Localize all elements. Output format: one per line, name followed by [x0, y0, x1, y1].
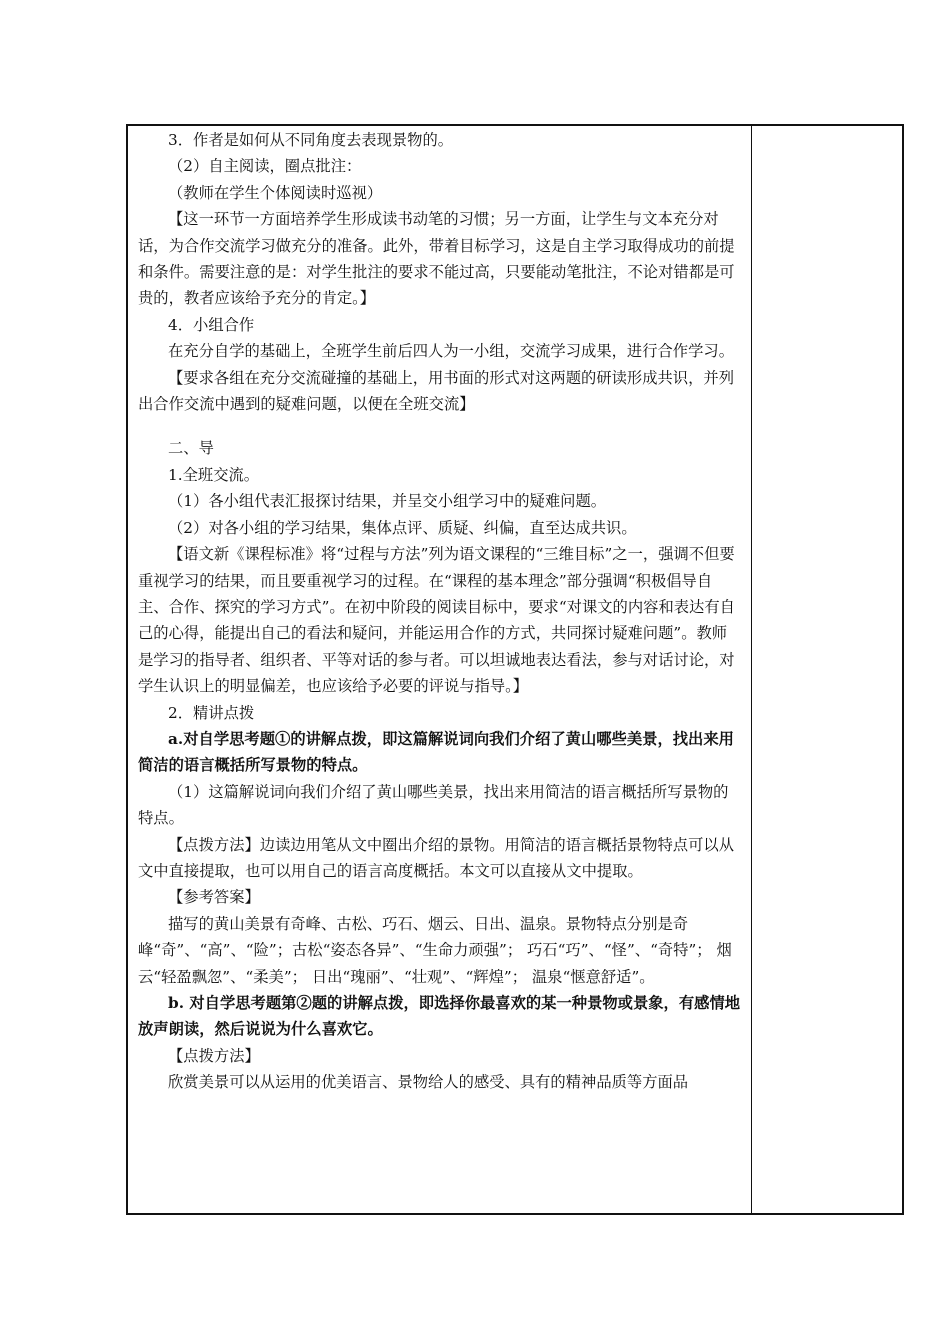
- main-content-cell: [128, 126, 750, 1213]
- paragraph-question-b: b. 对自学思考题第②题的讲解点拨，即选择你最喜欢的某一种景物或景象，有感情地放声朗读，然后说说为什么喜欢它。: [138, 994, 741, 1039]
- paragraph-group-report: （1）各小组代表汇报探讨结果，并呈交小组学习中的疑难问题。: [168, 492, 607, 511]
- paragraph-self-reading: （2）自主阅读，圈点批注：: [168, 157, 362, 176]
- paragraph-annotation-commentary: 【这一环节一方面培养学生形成读书动笔的习惯；另一方面，让学生与文本充分对话，为合作交流学习做充分的准备。此外，带着目标学习，这是自主学习取得成功的前提和条件。需要注意的是：对学生批注的要求不能过高，只要能动笔批注，不论对错都是可贵的，教者应该给予充分的肯定。】: [138, 210, 735, 308]
- paragraph-step-3: 3．作者是如何从不同角度去表现景物的。: [168, 131, 454, 149]
- lesson-plan-table: [126, 124, 904, 1215]
- paragraph-question-a-detail: （1）这篇解说词向我们介绍了黄山哪些美景，找出来用简洁的语言概括所写景物的特点。: [138, 782, 729, 828]
- paragraph-group-requirement: 【要求各组在充分交流碰撞的基础上，用书面的形式对这两题的研读形成共识，并列出合作交流中遇到的疑难问题，以便在全班交流】: [138, 368, 734, 414]
- paragraph-method-a: 【点拨方法】边读边用笔从文中圈出介绍的景物。用简洁的语言概括景物特点可以从文中直接提取，也可以用自己的语言高度概括。本文可以直接从文中提取。: [138, 835, 734, 880]
- paragraph-reference-answer: 描写的黄山美景有奇峰、古松、巧石、烟云、日出、温泉。景物特点分别是奇峰“奇”、“高”、“险”；古松“姿态各异”、“生命力顽强”； 巧石“巧”、“怪”、“奇特”； 烟云“轻盈飘忽”、“柔美”； 日出“瑰丽”、“壮观”、“辉煌”； 温泉“惬意舒适”。: [138, 914, 732, 986]
- paragraph-group-review: （2）对各小组的学习结果，集体点评、质疑、纠偏，直至达成共识。: [168, 518, 637, 537]
- paragraph-class-exchange: 1.全班交流。: [168, 465, 260, 484]
- paragraph-group-work: 在充分自学的基础上，全班学生前后四人为一小组，交流学习成果，进行合作学习。: [168, 342, 734, 361]
- paragraph-method-b: 欣赏美景可以从运用的优美语言、景物给人的感受、具有的精神品质等方面品: [168, 1073, 689, 1092]
- notes-cell: [752, 126, 902, 1213]
- paragraph-step-4: 4．小组合作: [168, 315, 255, 334]
- paragraph-method-b-label: 【点拨方法】: [168, 1046, 260, 1065]
- paragraph-teacher-note: （教师在学生个体阅读时巡视）: [168, 183, 383, 202]
- paragraph-step-2-heading: 2．精讲点拨: [168, 703, 255, 722]
- paragraph-reference-answer-label: 【参考答案】: [168, 888, 260, 907]
- paragraph-curriculum-standard: 【语文新《课程标准》将“过程与方法”列为语文课程的“三维目标”之一，强调不但要重视学习的结果，而且要重视学习的过程。在“课程的基本理念”部分强调“积极倡导自主、合作、探究的学习方式”。在初中阶段的阅读目标中，要求“对课文的内容和表达有自己的心得，能提出自己的看法和疑问，并能运用合作的方式，共同探讨疑难问题”。教师是学习的指导者、组织者、平等对话的参与者。可以坦诚地表达看法，参与对话讨论，对学生认识上的明显偏差，也应该给予必要的评说与指导。】: [138, 545, 735, 696]
- section-heading-guide: 二、导: [168, 439, 214, 458]
- section-spacer: [138, 417, 742, 435]
- paragraph-question-a: a.对自学思考题①的讲解点拨，即这篇解说词向我们介绍了黄山哪些美景，找出来用简洁的语言概括所写景物的特点。: [138, 729, 734, 775]
